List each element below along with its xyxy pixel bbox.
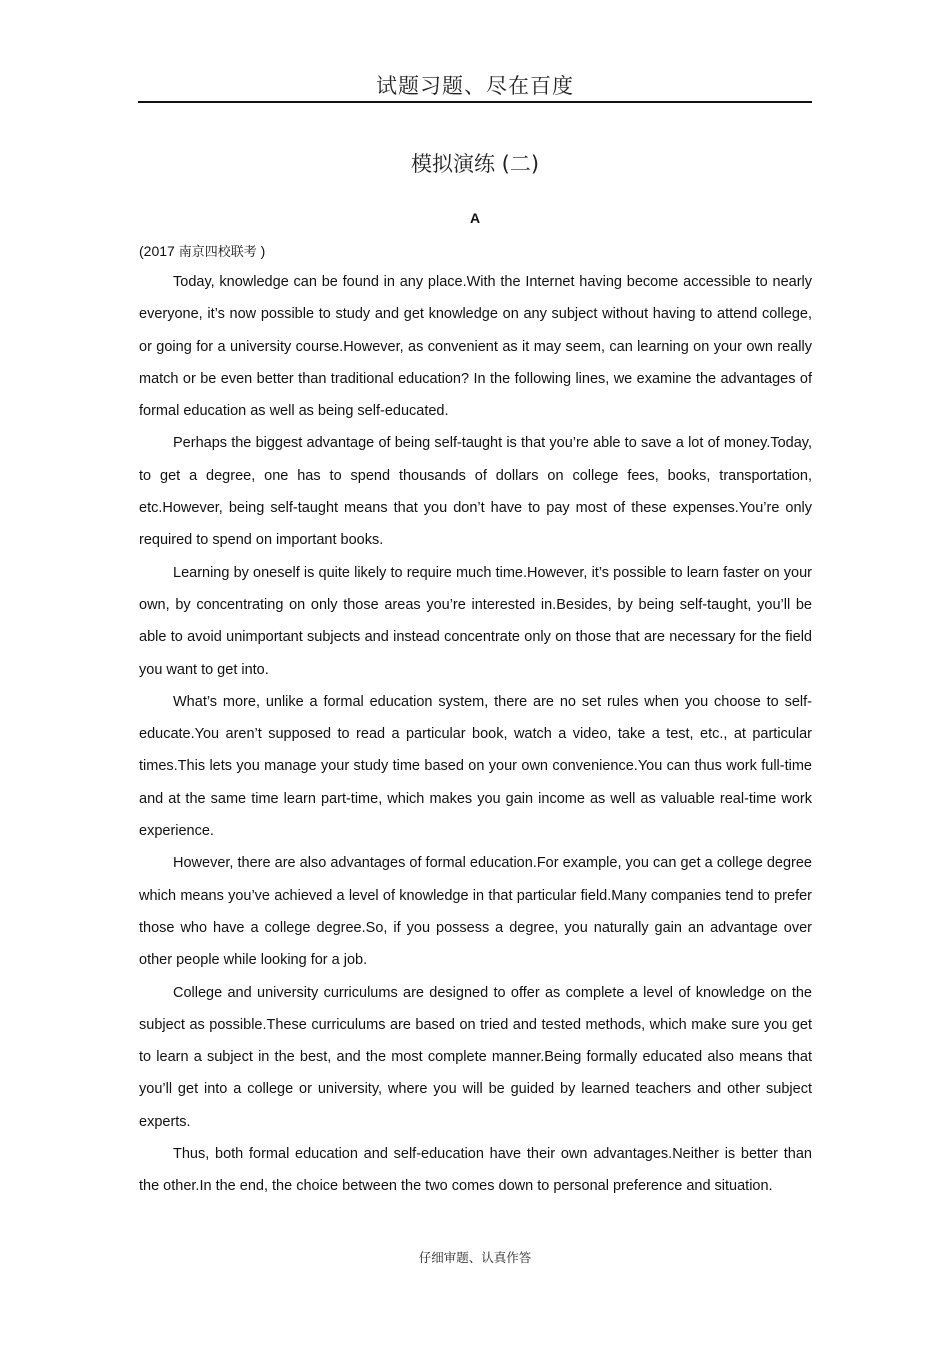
source-name: 南京四校联考 [178, 245, 257, 260]
paragraph-6: College and university curriculums are designed to offer as complete a level of knowledge on the subject as possible.These curriculums are based on tried and tested methods, which make sure you get to learn a subject in the best, and the most complete manner.Being formally educated also means that you’ll get into a college or university, where you will be guided by learned teachers and other subject experts. [139, 984, 812, 1130]
section-label: A [469, 210, 481, 226]
paragraph-7: Thus, both formal education and self-education have their own advantages.Neither is better than the other.In the end, the choice between the two comes down to personal preference and situation. [139, 1146, 812, 1195]
paragraph-1: Today, knowledge can be found in any place.With the Internet having become accessible to nearly everyone, it’s now possible to study and get knowledge on any subject without having to attend college, or going for a university course.However, as convenient as it may seem, can learning on your own really match or be even better than traditional education? In the following lines, we examine the advantages of formal education as well as being self-educated. [139, 274, 812, 420]
page-footer: 仔细审题、认真作答 [418, 1250, 532, 1265]
paragraph-3: Learning by oneself is quite likely to require much time.However, it’s possible to learn faster on your own, by concentrating on only those areas you’re interested in.Besides, by being self-taught, you’ll be able to avoid unimportant subjects and instead concentrate only on those that are necessary for the field you want to get into. [139, 564, 812, 678]
document-title: 模拟演练 (二) [410, 152, 540, 176]
header-divider [138, 101, 812, 103]
paragraph-4: What’s more, unlike a formal education system, there are no set rules when you choose to self-educate.You aren’t supposed to read a particular book, watch a video, take a test, etc., at particular times.This lets you manage your study time based on your own convenience.You can thus work full-time and at the same time learn part-time, which makes you gain income as well as valuable real-time work experience. [139, 693, 812, 840]
source-year: (2017 [139, 243, 179, 259]
page-header-title: 试题习题、尽在百度 [376, 74, 574, 98]
source-close: ) [256, 243, 266, 259]
source-citation [139, 241, 265, 260]
passage-body [139, 266, 812, 1203]
paragraph-2: Perhaps the biggest advantage of being self-taught is that you’re able to save a lot of money.Today, to get a degree, one has to spend thousands of dollars on college fees, books, transportation, etc.However, being self-taught means that you don’t have to pay most of these expenses.You’re only required to spend on important books. [139, 435, 812, 549]
paragraph-5: However, there are also advantages of formal education.For example, you can get a college degree which means you’ve achieved a level of knowledge in that particular field.Many companies tend to prefer those who have a college degree.So, if you possess a degree, you naturally gain an advantage over other people while looking for a job. [139, 855, 812, 969]
